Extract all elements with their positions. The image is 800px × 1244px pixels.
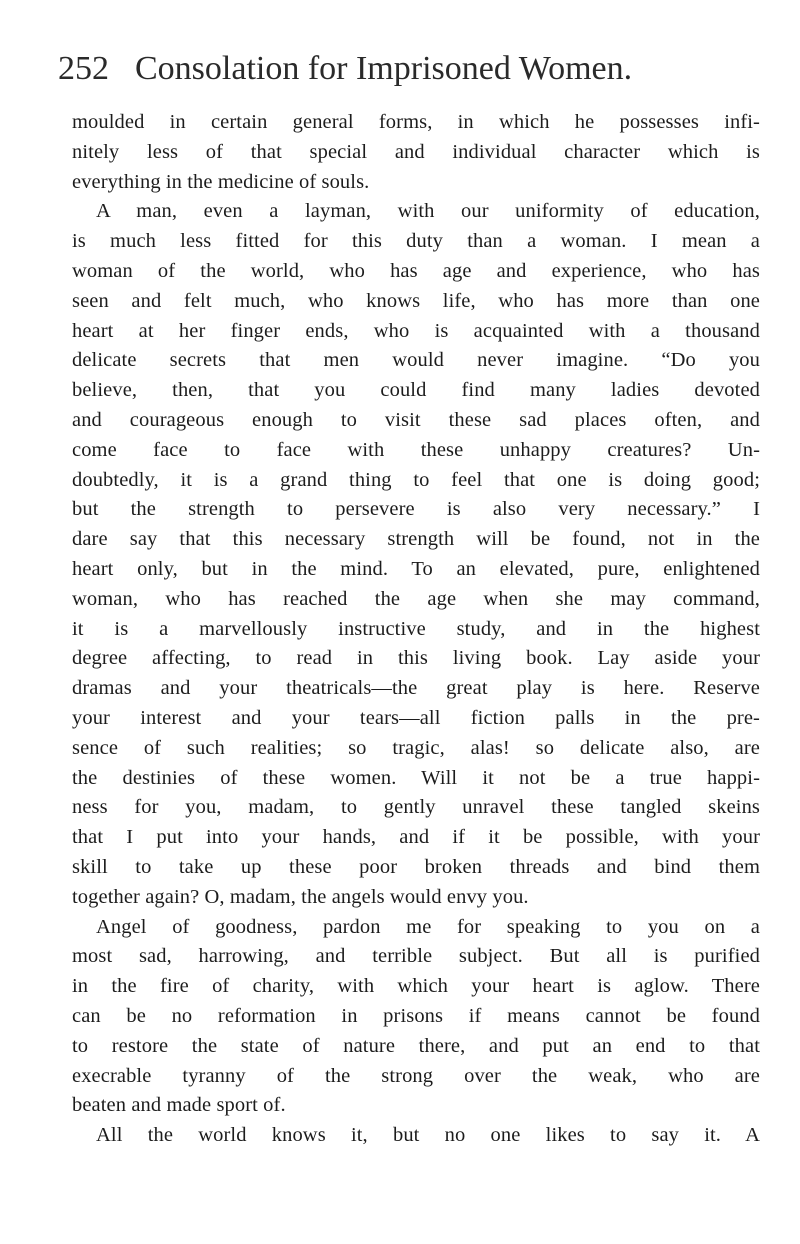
text-line: heart at her finger ends, who is acquainted with a thousand: [72, 319, 760, 342]
text-line: together again? O, madam, the angels would envy you.: [72, 885, 529, 908]
body-text: [72, 108, 760, 1151]
text-line: to restore the state of nature there, and put an end to that: [72, 1034, 760, 1057]
text-line: heart only, but in the mind. To an elevated, pure, enlightened: [72, 557, 760, 580]
text-line: woman, who has reached the age when she may command,: [72, 587, 760, 610]
text-line: and courageous enough to visit these sad places often, and: [72, 408, 760, 431]
text-line: A man, even a layman, with our uniformity of education,: [96, 200, 760, 223]
text-line: skill to take up these poor broken threads and bind them: [72, 855, 760, 878]
text-line: doubtedly, it is a grand thing to feel that one is doing good;: [72, 468, 760, 491]
text-line: ness for you, madam, to gently unravel these tangled skeins: [72, 796, 760, 819]
text-line: dare say that this necessary strength will be found, not in the: [72, 528, 760, 551]
text-line: Angel of goodness, pardon me for speaking to you on a: [96, 915, 760, 938]
text-line: nitely less of that special and individual character which is: [72, 140, 760, 163]
text-line: in the fire of charity, with which your heart is aglow. There: [72, 975, 760, 998]
text-line: believe, then, that you could find many ladies devoted: [72, 379, 760, 402]
text-line: it is a marvellously instructive study, and in the highest: [72, 617, 760, 640]
text-line: moulded in certain general forms, in which he possesses infi-: [72, 111, 760, 133]
text-line: woman of the world, who has age and experience, who has: [72, 259, 760, 282]
text-line: degree affecting, to read in this living book. Lay aside your: [72, 647, 760, 670]
text-line: dramas and your theatricals—the great play is here. Reserve: [72, 677, 760, 700]
text-line: most sad, harrowing, and terrible subject. But all is purified: [72, 945, 760, 968]
running-head: [58, 44, 758, 94]
running-title: Consolation for Imprisoned Women.: [135, 50, 633, 87]
text-line: the destinies of these women. Will it not be a true happi-: [72, 766, 760, 789]
page-number: 252: [58, 50, 109, 87]
text-line: execrable tyranny of the strong over the weak, who are: [72, 1064, 760, 1087]
text-line: seen and felt much, who knows life, who has more than one: [72, 289, 760, 312]
text-line: but the strength to persevere is also very necessary.” I: [72, 498, 760, 521]
text-line: All the world knows it, but no one likes to say it. A: [96, 1124, 760, 1147]
text-line: can be no reformation in prisons if means cannot be found: [72, 1004, 760, 1027]
text-line: everything in the medicine of souls.: [72, 170, 370, 193]
text-line: that I put into your hands, and if it be possible, with your: [72, 826, 760, 849]
text-line: delicate secrets that men would never imagine. “Do you: [72, 349, 760, 372]
text-line: come face to face with these unhappy creatures? Un-: [72, 438, 760, 461]
text-line: sence of such realities; so tragic, alas! so delicate also, are: [72, 736, 760, 759]
text-line: your interest and your tears—all fiction palls in the pre-: [72, 706, 760, 729]
text-line: is much less fitted for this duty than a woman. I mean a: [72, 230, 760, 253]
text-line: beaten and made sport of.: [72, 1094, 286, 1117]
